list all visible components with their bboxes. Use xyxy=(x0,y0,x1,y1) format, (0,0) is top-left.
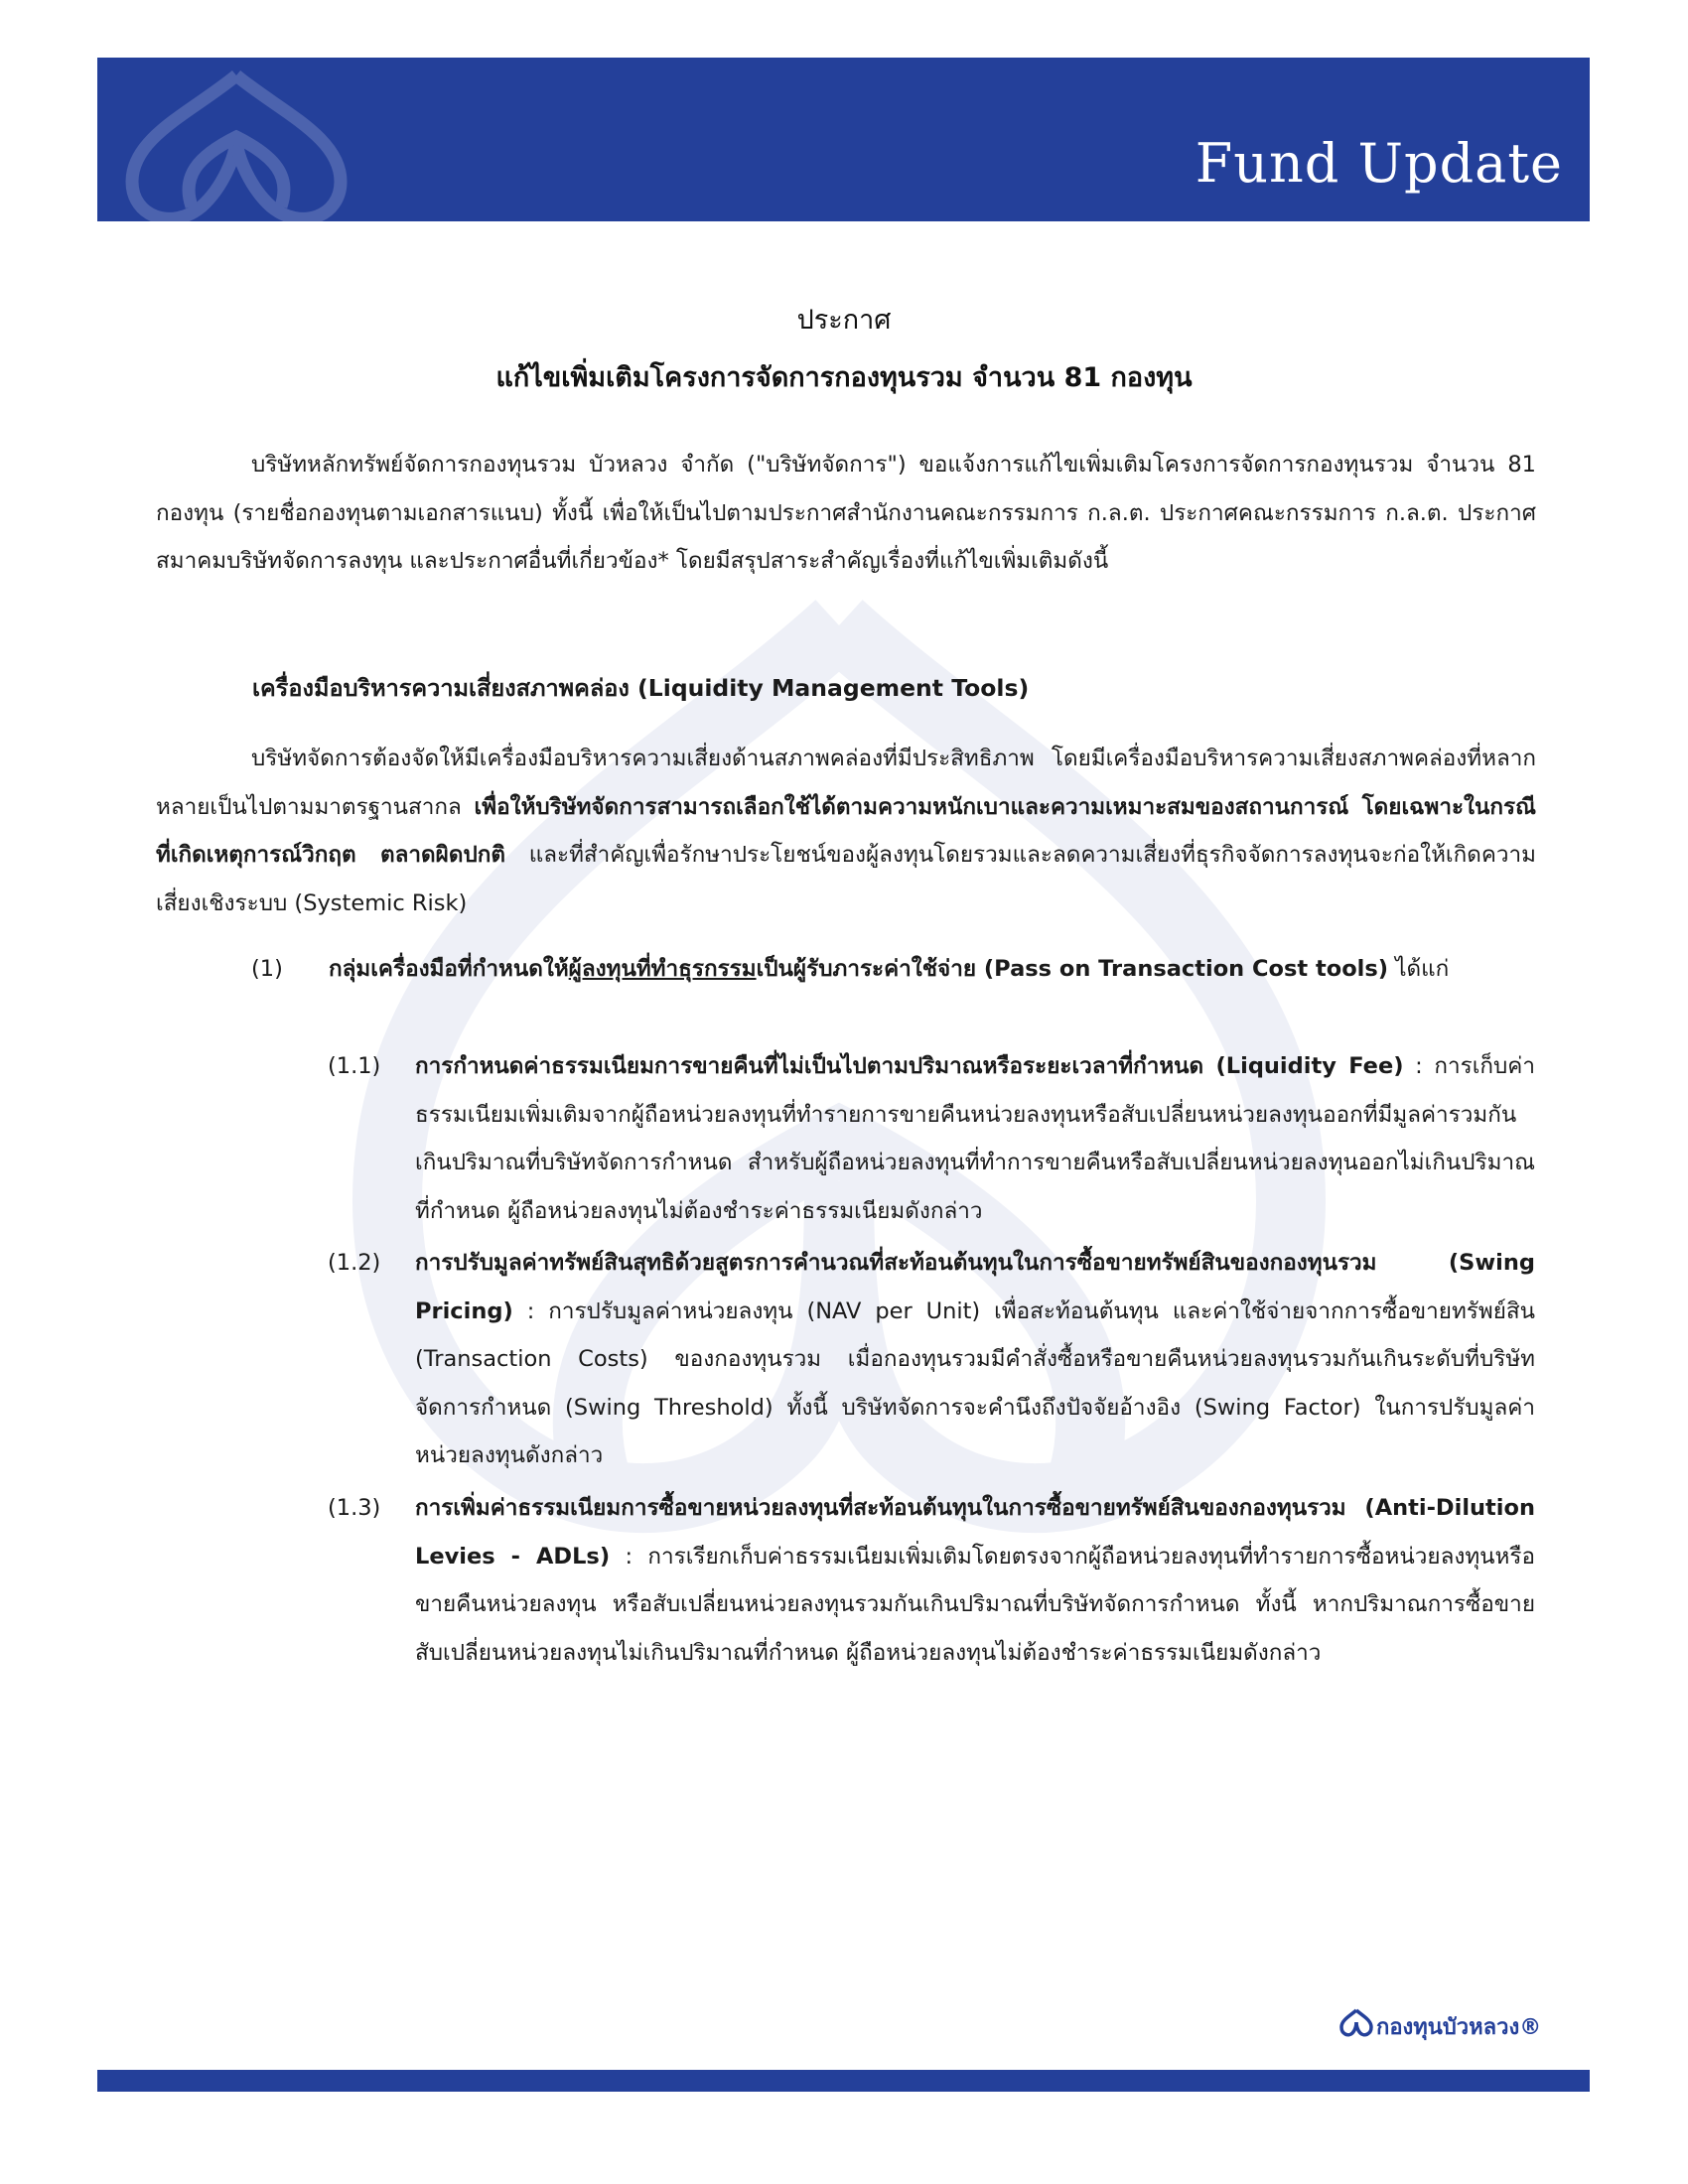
item-bold-b: เป็นผู้รับภาระค่าใช้จ่าย (Pass on Transaction Cost tools) xyxy=(756,956,1389,982)
footer-bar xyxy=(97,2070,1590,2092)
announcement-heading: ประกาศ xyxy=(796,305,892,336)
announcement-subheading: แก้ไขเพิ่มเติมโครงการจัดการกองทุนรวม จำนวน 81 กองทุน xyxy=(495,362,1193,393)
item-number: (1.2) xyxy=(328,1250,381,1276)
item-bold: การปรับมูลค่าทรัพย์สินสุทธิด้วยสูตรการคำนวณที่สะท้อนต้นทุนในการซื้อขายทรัพย์สินของกองทุนรวม (Swing Pricing) xyxy=(415,1250,1535,1324)
item-bold-underlined: ผู้ลงทุนที่ทำธุรกรรม xyxy=(568,956,757,982)
lotus-logo-icon xyxy=(97,58,395,221)
intro-paragraph: บริษัทหลักทรัพย์จัดการกองทุนรวม บัวหลวง จำกัด ("บริษัทจัดการ") ขอแจ้งการแก้ไขเพิ่มเติมโครงการจัดการกองทุนรวม จำนวน 81 กองทุน (รายชื่อกองทุนตามเอกสารแนบ) ทั้งนี้ เพื่อให้เป็นไปตามประกาศสำนักงานคณะกรรมการ ก.ล.ต. ประกาศคณะกรรมการ ก.ล.ต. ประกาศสมาคมบริษัทจัดการลงทุน และประกาศอื่นที่เกี่ยวข้อง* โดยมีสรุปสาระสำคัญเรื่องที่แก้ไขเพิ่มเติมดังนี้ xyxy=(156,452,1536,574)
lotus-footer-icon xyxy=(1338,2007,1374,2039)
item-text xyxy=(415,1484,1535,1677)
item-bold: การเพิ่มค่าธรรมเนียมการซื้อขายหน่วยลงทุนที่สะท้อนต้นทุนในการซื้อขายทรัพย์สินของกองทุนรวม (Anti-Dilution Levies - ADLs) xyxy=(415,1495,1535,1570)
banner-title: Fund Update xyxy=(1195,132,1563,195)
item-tail: ได้แก่ xyxy=(1388,956,1450,982)
section-body-end: และที่สำคัญเพื่อรักษาประโยชน์ของผู้ลงทุนโดยรวมและลดความเสี่ยงที่ธุรกิจจัดการลงทุนจะก่อให้เกิดความเสี่ยงเชิงระบบ (Systemic Risk) xyxy=(156,842,1536,916)
item-number: (1.3) xyxy=(328,1495,381,1521)
item-desc: : การเก็บค่าธรรมเนียมเพิ่มเติมจากผู้ถือหน่วยลงทุนที่ทำรายการขายคืนหน่วยลงทุนหรือสับเปลี่ยนหน่วยลงทุนออกที่มีมูลค่ารวมกันเกินปริมาณที่บริษัทจัดการกำหนด สำหรับผู้ถือหน่วยลงทุนที่ทำการขายคืนหรือสับเปลี่ยนหน่วยลงทุนออกไม่เกินปริมาณที่กำหนด ผู้ถือหน่วยลงทุนไม่ต้องชำระค่าธรรมเนียมดังกล่าว xyxy=(415,1053,1535,1224)
item-number: (1) xyxy=(251,956,283,982)
item-bold: การกำหนดค่าธรรมเนียมการขายคืนที่ไม่เป็นไปตามปริมาณหรือระยะเวลาที่กำหนด (Liquidity Fee) xyxy=(415,1053,1404,1079)
section-title: เครื่องมือบริหารความเสี่ยงสภาพคล่อง (Liquidity Management Tools) xyxy=(252,674,1030,702)
footer-brand: กองทุนบัวหลวง® xyxy=(1376,2015,1542,2040)
item-text xyxy=(415,1042,1535,1235)
item-desc: : การปรับมูลค่าหน่วยลงทุน (NAV per Unit) เพื่อสะท้อนต้นทุน และค่าใช้จ่ายจากการซื้อขายทรัพย์สิน (Transaction Costs) ของกองทุนรวม เมื่อกองทุนรวมมีคำสั่งซื้อหรือขายคืนหน่วยลงทุนรวมกันเกินระดับที่บริษัทจัดการกำหนด (Swing Threshold) ทั้งนี้ บริษัทจัดการจะคำนึงถึงปัจจัยอ้างอิง (Swing Factor) ในการปรับมูลค่าหน่วยลงทุนดังกล่าว xyxy=(415,1297,1535,1468)
section-body xyxy=(156,735,1536,927)
item-desc: : การเรียกเก็บค่าธรรมเนียมเพิ่มเติมโดยตรงจากผู้ถือหน่วยลงทุนที่ทำรายการซื้อหน่วยลงทุนหรือขายคืนหน่วยลงทุน หรือสับเปลี่ยนหน่วยลงทุนรวมกันเกินปริมาณที่บริษัทจัดการกำหนด ทั้งนี้ หากปริมาณการซื้อขาย สับเปลี่ยนหน่วยลงทุนไม่เกินปริมาณที่กำหนด ผู้ถือหน่วยลงทุนไม่ต้องชำระค่าธรรมเนียมดังกล่าว xyxy=(415,1543,1535,1666)
item-text xyxy=(329,945,1535,994)
item-number: (1.1) xyxy=(328,1053,381,1079)
item-text xyxy=(415,1239,1535,1480)
item-bold-a: กลุ่มเครื่องมือที่กำหนดให้ xyxy=(329,956,569,982)
header-banner xyxy=(97,58,1590,221)
section-body-bold: เพื่อให้บริษัทจัดการสามารถเลือกใช้ได้ตามความหนักเบาและความเหมาะสมของสถานการณ์ โดยเฉพาะในกรณีที่เกิดเหตุการณ์วิกฤต ตลาดผิดปกติ xyxy=(156,793,1536,868)
section-body-start: บริษัทจัดการต้องจัดให้มีเครื่องมือบริหารความเสี่ยงด้านสภาพคล่องที่มีประสิทธิภาพ โดยมีเครื่องมือบริหารความเสี่ยงสภาพคล่องที่หลากหลายเป็นไปตามมาตรฐานสากล xyxy=(156,746,1536,820)
